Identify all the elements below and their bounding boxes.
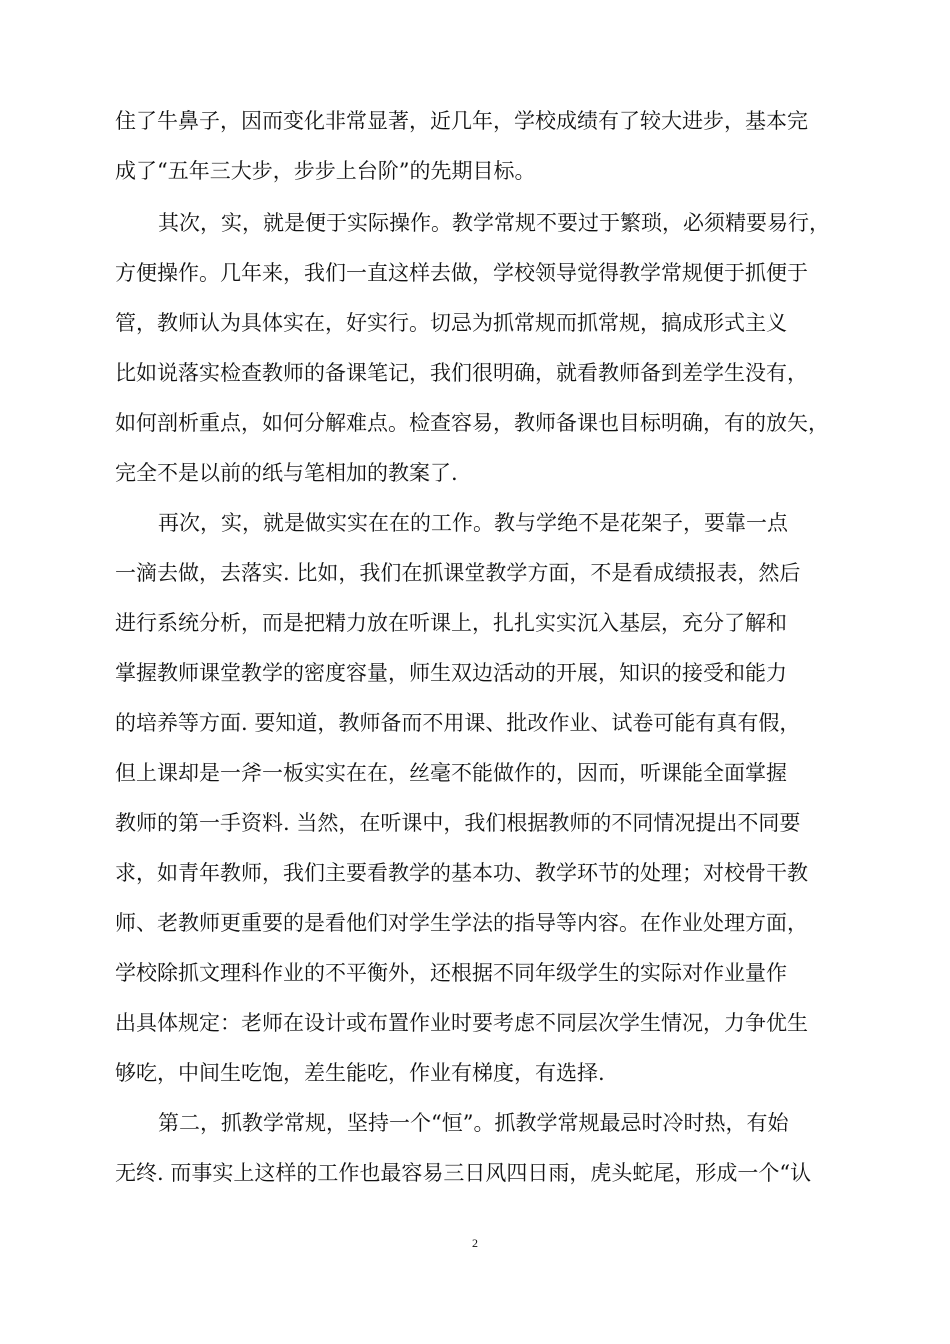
text-line: 成了“五年三大步，步步上台阶”的先期目标。 <box>115 159 536 183</box>
text-line: 求，如青年教师，我们主要看教学的基本功、教学环节的处理；对校骨干教 <box>115 861 808 885</box>
text-line: 师、老教师更重要的是看他们对学生学法的指导等内容。在作业处理方面， <box>115 911 808 935</box>
text-line: 教师的第一手资料. 当然，在听课中，我们根据教师的不同情况提出不同要 <box>115 811 801 835</box>
text-line: 方便操作。几年来，我们一直这样去做，学校领导觉得教学常规便于抓便于 <box>115 261 808 285</box>
text-line: 但上课却是一斧一板实实在在，丝毫不能做作的，因而，听课能全面掌握 <box>115 761 787 785</box>
text-line: 再次，实，就是做实实在在的工作。教与学绝不是花架子，要靠一点 <box>158 511 788 535</box>
page-number: 2 <box>472 1236 478 1250</box>
text-line: 出具体规定：老师在设计或布置作业时要考虑不同层次学生情况，力争优生 <box>115 1011 808 1035</box>
text-line: 进行系统分析，而是把精力放在听课上，扎扎实实沉入基层，充分了解和 <box>115 611 787 635</box>
text-line: 掌握教师课堂教学的密度容量，师生双边活动的开展，知识的接受和能力 <box>115 661 787 685</box>
text-line: 的培养等方面. 要知道，教师备而不用课、批改作业、试卷可能有真有假， <box>115 711 801 735</box>
text-line: 管，教师认为具体实在，好实行。切忌为抓常规而抓常规，搞成形式主义 <box>115 311 787 335</box>
text-line: 如何剖析重点，如何分解难点。检查容易，教师备课也目标明确，有的放矢， <box>115 411 829 435</box>
text-line: 其次，实，就是便于实际操作。教学常规不要过于繁琐，必须精要易行， <box>158 211 830 235</box>
text-line: 比如说落实检查教师的备课笔记，我们很明确，就看教师备到差学生没有， <box>115 361 808 385</box>
text-line: 无终. 而事实上这样的工作也最容易三日风四日雨，虎头蛇尾，形成一个“认 <box>115 1161 812 1185</box>
text-line: 够吃，中间生吃饱，差生能吃，作业有梯度，有选择. <box>115 1061 605 1085</box>
text-line: 一滴去做，去落实. 比如，我们在抓课堂教学方面，不是看成绩报表，然后 <box>115 561 801 585</box>
text-line: 第二，抓教学常规，坚持一个“恒”。抓教学常规最忌时冷时热，有始 <box>158 1111 789 1135</box>
text-line: 完全不是以前的纸与笔相加的教案了. <box>115 461 458 485</box>
text-line: 住了牛鼻子，因而变化非常显著，近几年，学校成绩有了较大进步，基本完 <box>115 109 808 133</box>
text-line: 学校除抓文理科作业的不平衡外，还根据不同年级学生的实际对作业量作 <box>115 961 787 985</box>
